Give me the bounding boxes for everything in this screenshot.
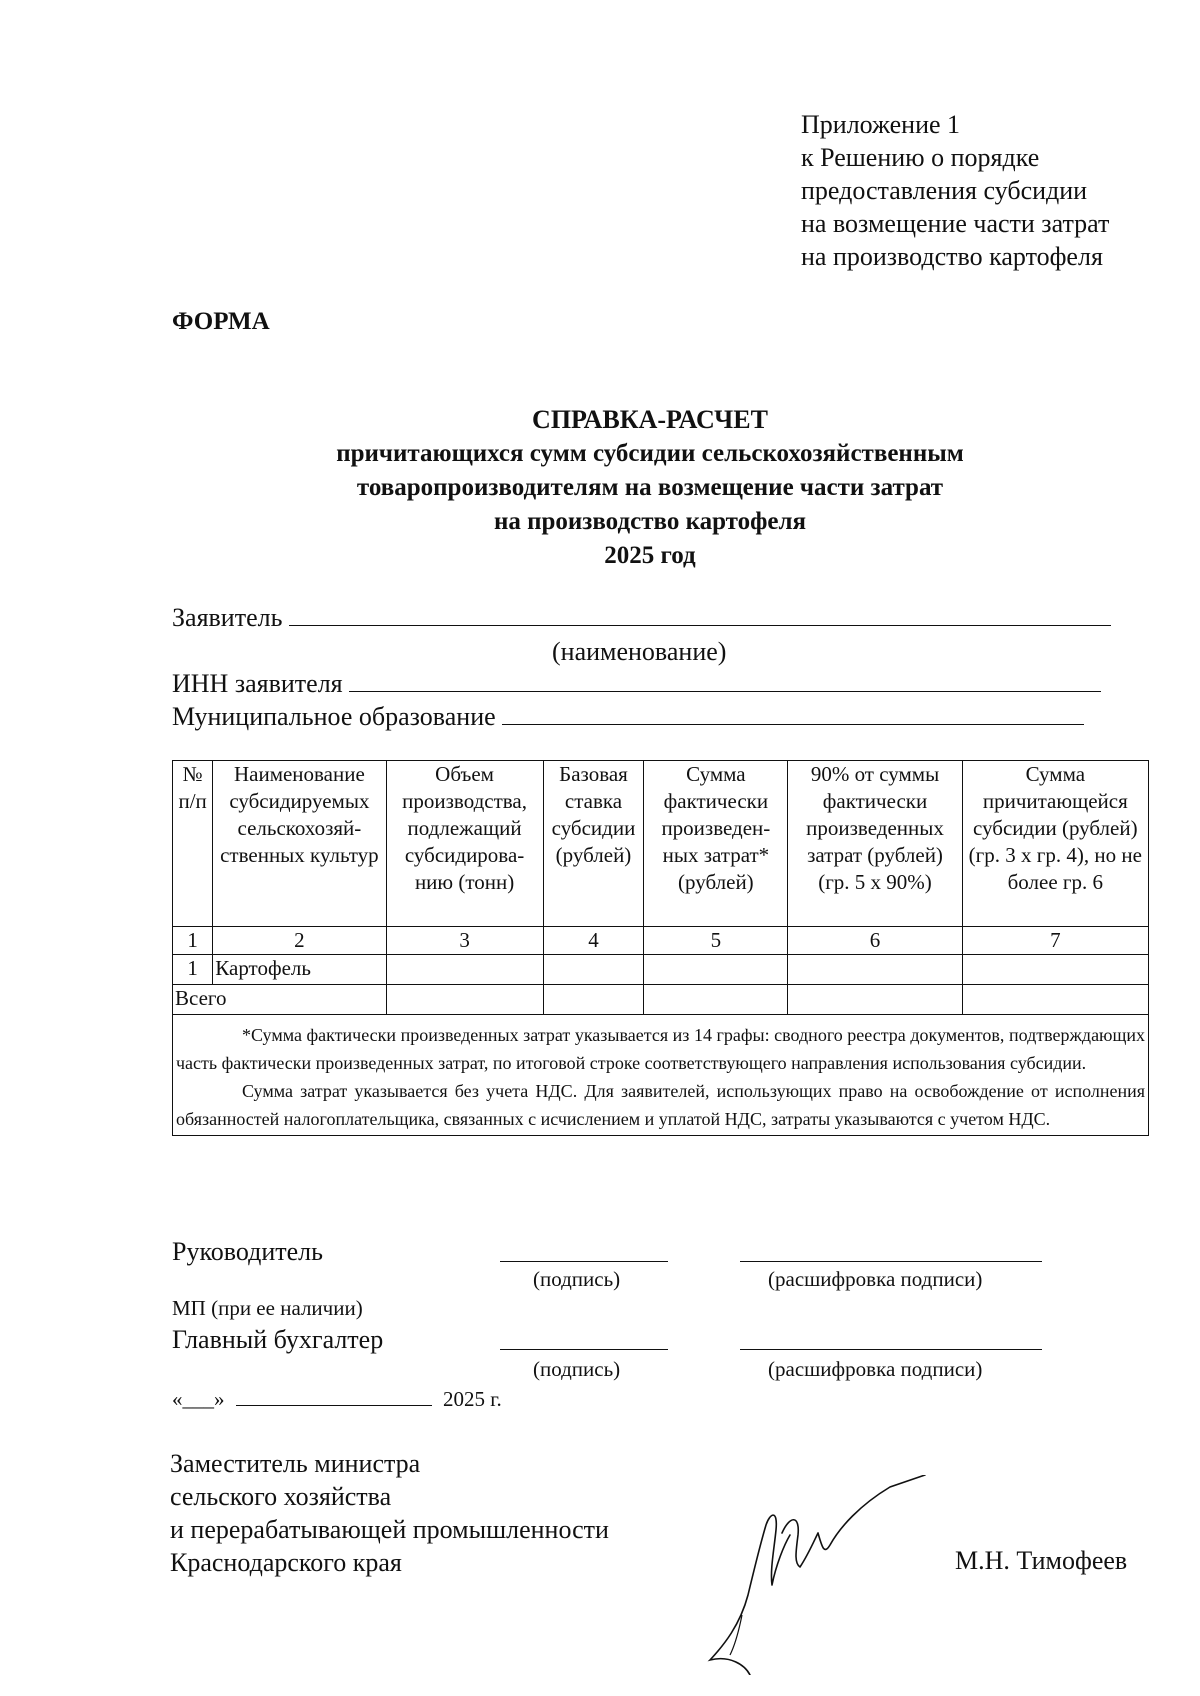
accountant-signature-line[interactable] bbox=[500, 1349, 668, 1350]
crop-name: Картофель bbox=[213, 955, 386, 985]
column-number-row bbox=[173, 927, 1149, 955]
applicant-row bbox=[172, 603, 1111, 633]
position-line: Заместитель министра bbox=[170, 1449, 421, 1478]
subsidy-cell[interactable] bbox=[962, 955, 1148, 985]
appendix-line: на производство картофеля bbox=[801, 242, 1103, 271]
table-row bbox=[173, 955, 1149, 985]
notes-row bbox=[173, 1015, 1149, 1136]
total-label: Всего bbox=[173, 985, 387, 1015]
position-line: сельского хозяйства bbox=[170, 1482, 392, 1511]
accountant-label: Главный бухгалтер bbox=[172, 1325, 384, 1354]
applicant-field[interactable] bbox=[289, 603, 1111, 626]
date-row bbox=[172, 1387, 502, 1412]
title-line: СПРАВКА-РАСЧЕТ bbox=[532, 405, 768, 434]
applicant-caption: (наименование) bbox=[552, 637, 727, 666]
column-number: 3 bbox=[386, 927, 543, 955]
title-line: товаропроизводителям на возмещение части затрат bbox=[356, 474, 944, 501]
appendix-line: к Решению о порядке bbox=[801, 143, 1040, 172]
total-volume-cell[interactable] bbox=[386, 985, 543, 1015]
subsidy-table bbox=[172, 760, 1149, 1136]
date-day: «___» bbox=[172, 1387, 225, 1411]
municipality-label: Муниципальное образование bbox=[172, 702, 496, 731]
column-number: 5 bbox=[644, 927, 788, 955]
header-cell: Базовая ставка субсидии (рублей) bbox=[543, 761, 644, 927]
column-number: 4 bbox=[543, 927, 644, 955]
column-number: 6 bbox=[788, 927, 962, 955]
header-cell: Сумма фактически произведен-ных затрат* (рублей) bbox=[644, 761, 788, 927]
notes-cell bbox=[173, 1015, 1149, 1136]
header-cell: № п/п bbox=[173, 761, 213, 927]
ninety-percent-cell[interactable] bbox=[788, 955, 962, 985]
total-costs-cell[interactable] bbox=[644, 985, 788, 1015]
rate-cell[interactable] bbox=[543, 955, 644, 985]
head-signature-caption: (подпись) bbox=[533, 1267, 621, 1291]
date-month-field[interactable] bbox=[236, 1387, 432, 1406]
total-subsidy-cell[interactable] bbox=[962, 985, 1148, 1015]
signer-name: М.Н. Тимофеев bbox=[955, 1546, 1128, 1575]
volume-cell[interactable] bbox=[386, 955, 543, 985]
date-year: 2025 г. bbox=[443, 1387, 502, 1411]
header-cell: Наименование субсидируемых сельскохозяй-ственных культур bbox=[213, 761, 386, 927]
accountant-signature-caption: (подпись) bbox=[533, 1357, 621, 1381]
signer-position bbox=[170, 1447, 609, 1579]
note-costs: *Сумма фактически произведенных затрат указывается из 14 графы: сводного реестра документов, подтверждающих часть фактически произведенных затрат, по итоговой строке соответствующего направления использования субсидии. bbox=[176, 1025, 1145, 1073]
head-decoding-line[interactable] bbox=[740, 1261, 1042, 1262]
column-number: 7 bbox=[962, 927, 1148, 955]
column-number: 2 bbox=[213, 927, 386, 955]
header-cell: 90% от суммы фактически произведенных затрат (рублей) (гр. 5 х 90%) bbox=[788, 761, 962, 927]
appendix-line: Приложение 1 bbox=[801, 110, 961, 139]
appendix-line: предоставления субсидии bbox=[801, 176, 1088, 205]
header-cell: Сумма причитающейся субсидии (рублей) (гр. 3 х гр. 4), но не более гр. 6 bbox=[962, 761, 1148, 927]
inn-row bbox=[172, 669, 1101, 699]
accountant-decoding-line[interactable] bbox=[740, 1349, 1042, 1350]
head-signature-line[interactable] bbox=[500, 1261, 668, 1262]
row-number: 1 bbox=[173, 955, 213, 985]
head-label: Руководитель bbox=[172, 1237, 323, 1266]
position-line: и перерабатывающей промышленности bbox=[170, 1515, 609, 1544]
accountant-decoding-caption: (расшифровка подписи) bbox=[768, 1357, 983, 1381]
appendix-line: на возмещение части затрат bbox=[801, 209, 1110, 238]
title-line: на производство картофеля bbox=[493, 508, 807, 535]
position-line: Краснодарского края bbox=[170, 1548, 402, 1577]
title-year: 2025 год bbox=[604, 542, 696, 569]
costs-cell[interactable] bbox=[644, 955, 788, 985]
total-ninety-cell[interactable] bbox=[788, 985, 962, 1015]
appendix-block bbox=[801, 108, 1109, 273]
stamp-label: МП (при ее наличии) bbox=[172, 1296, 363, 1320]
total-row bbox=[173, 985, 1149, 1015]
handwritten-signature bbox=[690, 1475, 950, 1680]
column-number: 1 bbox=[173, 927, 213, 955]
total-rate-cell[interactable] bbox=[543, 985, 644, 1015]
head-decoding-caption: (расшифровка подписи) bbox=[768, 1267, 983, 1291]
document-title bbox=[0, 403, 1200, 573]
form-label: ФОРМА bbox=[172, 308, 270, 335]
municipality-field[interactable] bbox=[502, 702, 1084, 725]
inn-field[interactable] bbox=[349, 669, 1101, 692]
inn-label: ИНН заявителя bbox=[172, 669, 343, 698]
header-cell: Объем производства, подлежащий субсидирова-нию (тонн) bbox=[386, 761, 543, 927]
applicant-label: Заявитель bbox=[172, 603, 283, 632]
municipality-row bbox=[172, 702, 1084, 732]
table-header-row bbox=[173, 761, 1149, 927]
note-vat: Сумма затрат указывается без учета НДС. Для заявителей, использующих право на освобождение от исполнения обязанностей налогоплательщика, связанных с исчислением и уплатой НДС, затраты указываются с учетом НДС. bbox=[176, 1081, 1145, 1129]
title-line: причитающихся сумм субсидии сельскохозяйственным bbox=[336, 440, 964, 467]
